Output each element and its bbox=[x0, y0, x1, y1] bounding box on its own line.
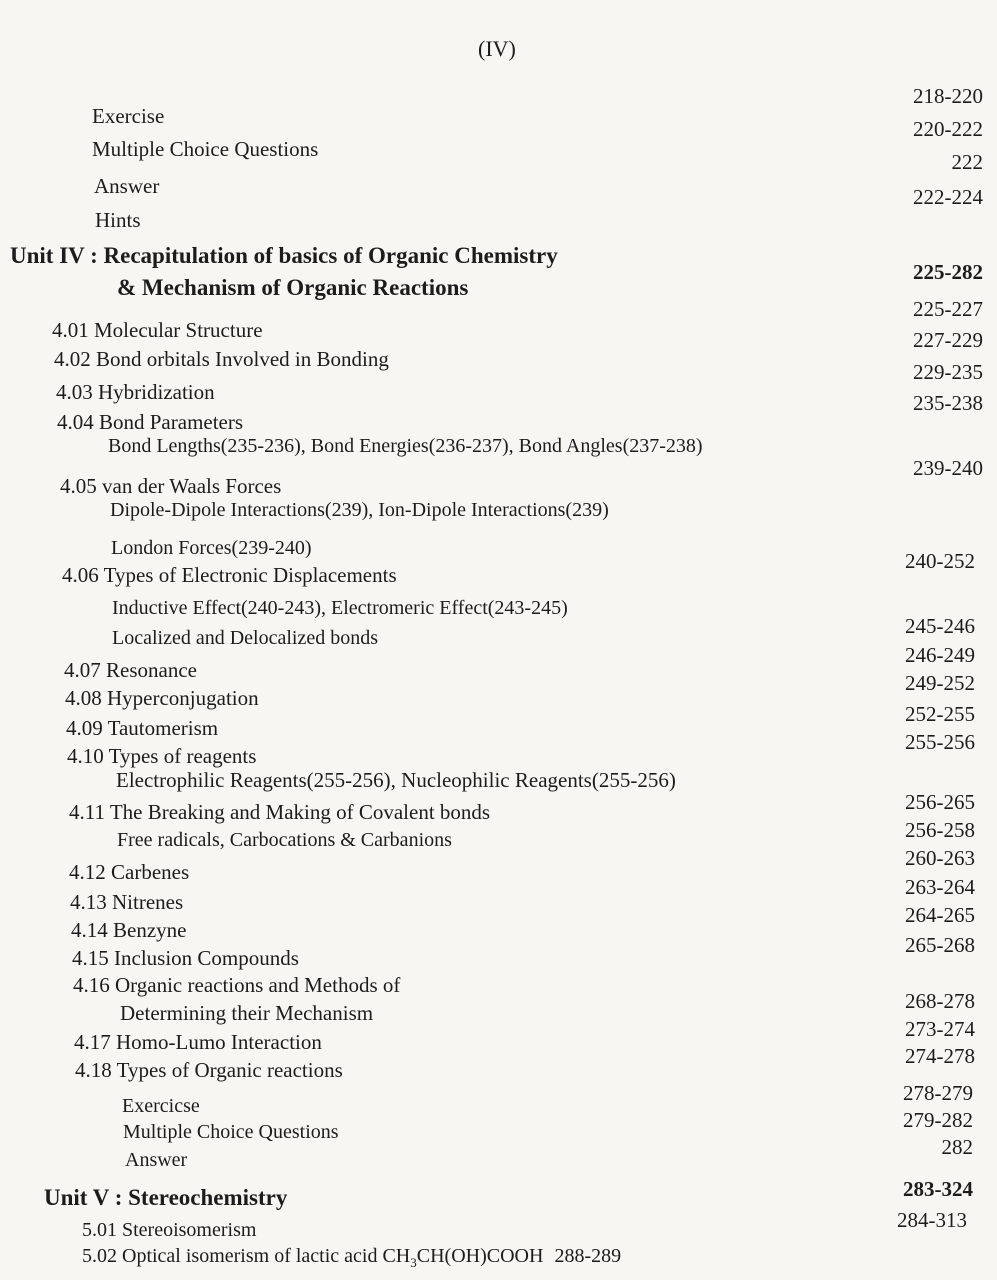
toc-entry-title: 4.15 Inclusion Compounds bbox=[72, 946, 299, 970]
unit-heading: Unit V : Stereochemistry bbox=[44, 1185, 288, 1210]
toc-entry-pages: 273-274 bbox=[905, 1017, 975, 1041]
toc-entry-title: 4.07 Resonance bbox=[64, 658, 197, 682]
toc-entry-title: 4.05 van der Waals Forces bbox=[60, 474, 282, 498]
toc-entry-title-cont: Determining their Mechanism bbox=[120, 1001, 374, 1025]
toc-subentry: Free radicals, Carbocations & Carbanions bbox=[117, 829, 452, 851]
toc-subentry: Bond Lengths(235-236), Bond Energies(236-237), Bond Angles(237-238) bbox=[108, 435, 703, 457]
toc-entry-pages: 222-224 bbox=[913, 185, 983, 209]
toc-entry-title: Answer bbox=[94, 174, 160, 198]
toc-entry-pages: 220-222 bbox=[913, 117, 983, 141]
toc-entry-title: 4.11 The Breaking and Making of Covalent bonds bbox=[69, 800, 491, 824]
toc-entry-pages: 264-265 bbox=[905, 903, 975, 927]
toc-entry-title: 4.09 Tautomerism bbox=[66, 716, 219, 740]
toc-entry-pages: 227-229 bbox=[913, 328, 983, 352]
toc-entry-pages: 239-240 bbox=[913, 456, 983, 480]
toc-subentry: London Forces(239-240) bbox=[111, 537, 312, 559]
entry-title-prefix: 5.02 Optical isomerism of lactic acid CH bbox=[82, 1245, 411, 1267]
toc-subentry: Multiple Choice Questions bbox=[123, 1121, 339, 1143]
toc-entry-title: 4.08 Hyperconjugation bbox=[65, 686, 259, 710]
toc-subentry: Exercicse bbox=[122, 1095, 200, 1117]
toc-entry-pages: 252-255 bbox=[905, 702, 975, 726]
toc-entry-pages: 245-246 bbox=[905, 614, 975, 638]
toc-entry-title: 4.16 Organic reactions and Methods of bbox=[73, 973, 401, 997]
unit-pages: 283-324 bbox=[903, 1177, 973, 1201]
toc-entry-pages: 235-238 bbox=[913, 391, 983, 415]
unit-heading: Unit IV : Recapitulation of basics of Organic Chemistry bbox=[10, 243, 558, 268]
toc-entry-title: 4.04 Bond Parameters bbox=[57, 410, 244, 434]
page-label: (IV) bbox=[478, 36, 516, 61]
toc-entry-title: 4.17 Homo-Lumo Interaction bbox=[74, 1030, 322, 1054]
toc-entry-title: 5.01 Stereoisomerism bbox=[82, 1219, 257, 1241]
toc-entry-pages: 218-220 bbox=[913, 84, 983, 108]
toc-entry-pages: 246-249 bbox=[905, 643, 975, 667]
toc-subentry: Electrophilic Reagents(255-256), Nucleophilic Reagents(255-256) bbox=[116, 768, 676, 792]
toc-entry-title: 4.01 Molecular Structure bbox=[52, 318, 263, 342]
toc-entry-pages: 288-289 bbox=[554, 1245, 622, 1267]
toc-entry-title: 4.10 Types of reagents bbox=[67, 744, 257, 768]
toc-entry-title: 4.12 Carbenes bbox=[69, 860, 190, 884]
toc-entry-pages: 249-252 bbox=[905, 671, 975, 695]
toc-entry-pages: 256-265 bbox=[905, 790, 975, 814]
toc-entry-pages: 240-252 bbox=[905, 549, 975, 573]
toc-entry-pages: 256-258 bbox=[905, 818, 975, 842]
toc-entry-title bbox=[82, 1246, 621, 1269]
toc-subentry: Inductive Effect(240-243), Electromeric Effect(243-245) bbox=[112, 597, 568, 619]
toc-entry-pages: 222 bbox=[951, 150, 983, 174]
toc-entry-title: 4.13 Nitrenes bbox=[70, 890, 184, 914]
toc-entry-pages: 260-263 bbox=[905, 846, 975, 870]
unit-heading-line2: & Mechanism of Organic Reactions bbox=[117, 275, 469, 300]
toc-entry-title: Hints bbox=[95, 208, 141, 232]
entry-title-suffix: CH(OH)COOH bbox=[416, 1245, 544, 1267]
toc-entry-title: Exercise bbox=[92, 104, 165, 128]
toc-subentry: Localized and Delocalized bonds bbox=[112, 627, 378, 649]
toc-entry-pages: 268-278 bbox=[905, 989, 975, 1013]
toc-entry-pages: 278-279 bbox=[903, 1081, 973, 1105]
unit-pages: 225-282 bbox=[913, 260, 983, 284]
toc-entry-pages: 284-313 bbox=[897, 1208, 967, 1232]
toc-entry-pages: 274-278 bbox=[905, 1044, 975, 1068]
toc-entry-title: 4.02 Bond orbitals Involved in Bonding bbox=[54, 347, 389, 371]
toc-entry-pages: 255-256 bbox=[905, 730, 975, 754]
toc-entry-title: 4.18 Types of Organic reactions bbox=[75, 1058, 343, 1082]
toc-entry-pages: 229-235 bbox=[913, 360, 983, 384]
toc-subentry: Dipole-Dipole Interactions(239), Ion-Dipole Interactions(239) bbox=[110, 499, 609, 521]
toc-entry-pages: 263-264 bbox=[905, 875, 975, 899]
toc-entry-title: Multiple Choice Questions bbox=[92, 137, 319, 161]
toc-entry-pages: 282 bbox=[941, 1135, 973, 1159]
toc-subentry: Answer bbox=[125, 1149, 188, 1171]
toc-entry-title: 4.03 Hybridization bbox=[56, 380, 215, 404]
toc-entry-pages: 279-282 bbox=[903, 1108, 973, 1132]
toc-entry-pages: 265-268 bbox=[905, 933, 975, 957]
toc-entry-title: 4.06 Types of Electronic Displacements bbox=[62, 563, 397, 587]
subscript: 3 bbox=[410, 1255, 417, 1270]
toc-entry-title: 4.14 Benzyne bbox=[71, 918, 187, 942]
toc-entry-pages: 225-227 bbox=[913, 297, 983, 321]
